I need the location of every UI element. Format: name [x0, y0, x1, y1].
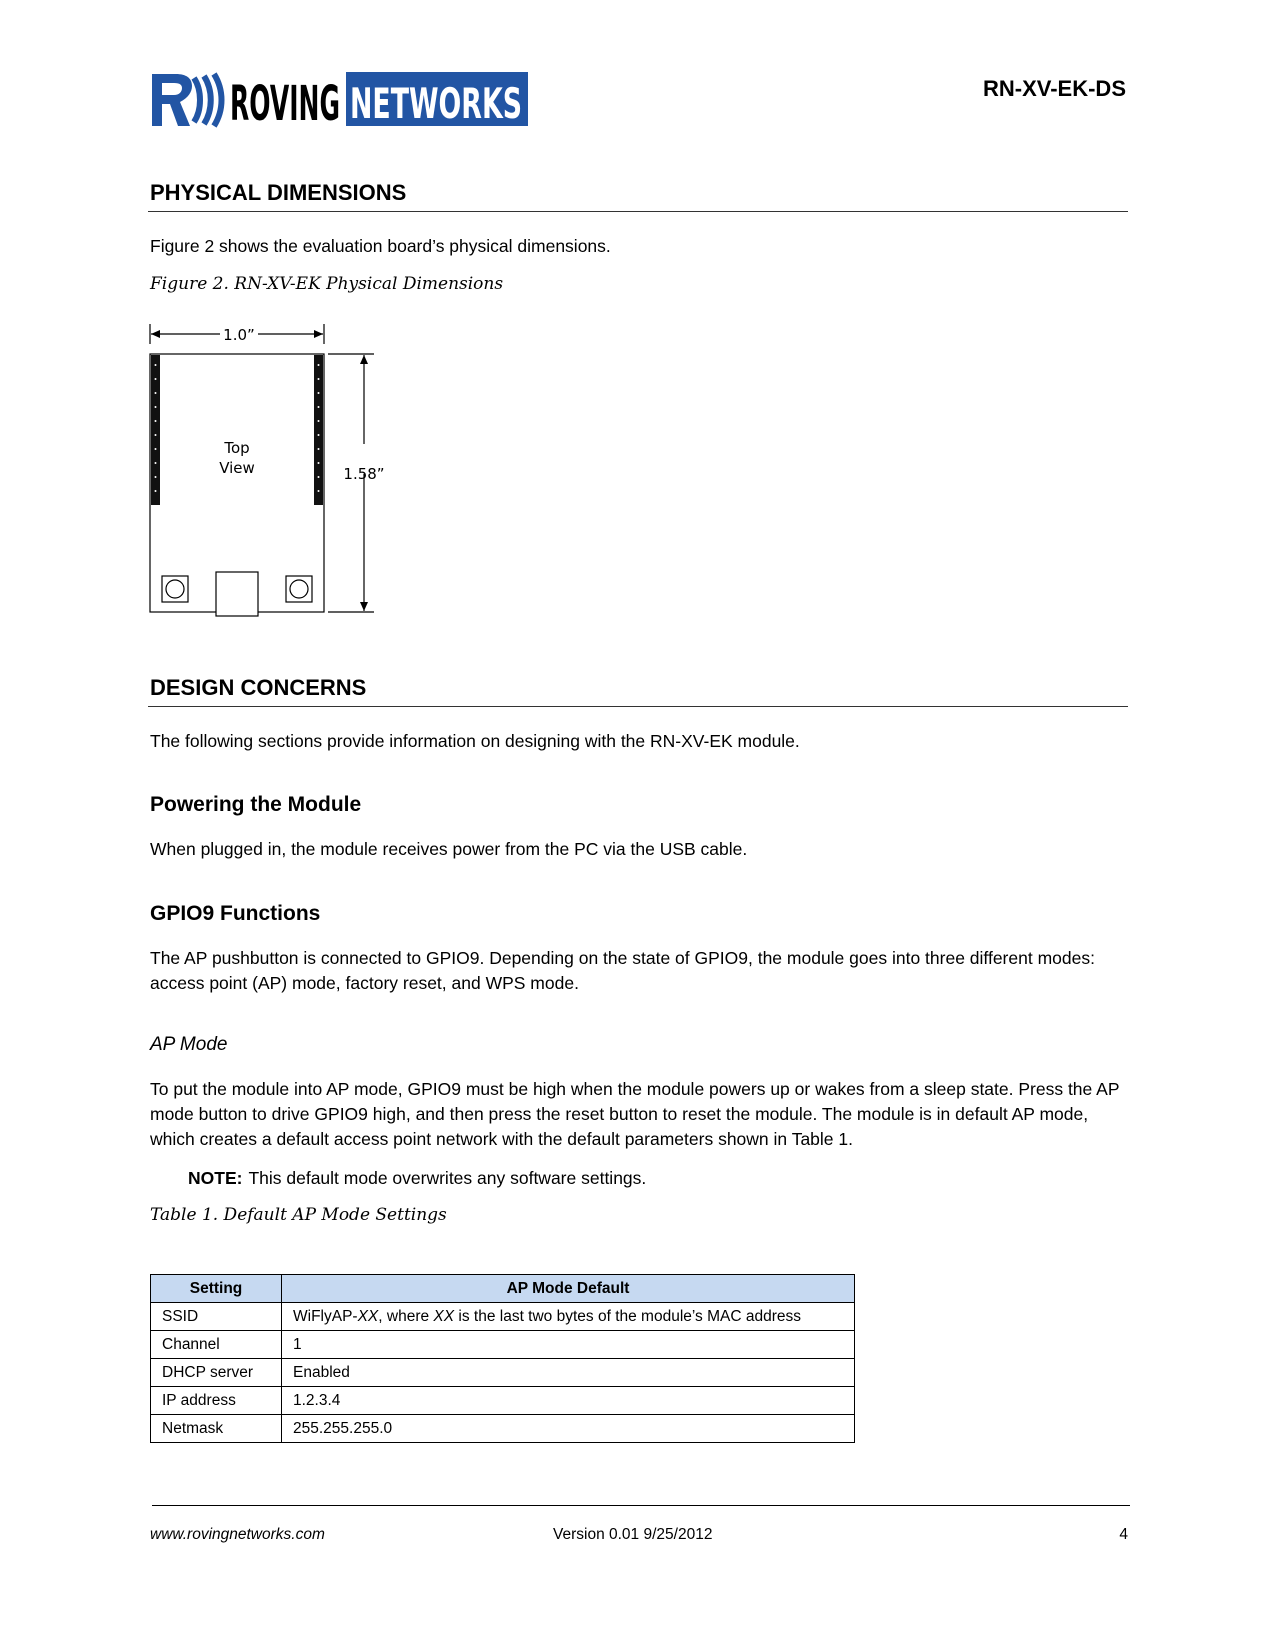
table-header-setting: Setting — [151, 1275, 282, 1303]
subheading-powering: Powering the Module — [150, 793, 362, 816]
logo-mark — [152, 74, 222, 126]
section-heading-design: DESIGN CONCERNS — [150, 675, 367, 700]
arrow-up-icon — [360, 355, 368, 364]
table-cell-value: 1 — [282, 1331, 855, 1359]
ap-mode-settings-table — [150, 1274, 855, 1443]
subheading-ap-mode: AP Mode — [150, 1034, 228, 1055]
right-pin-header — [314, 355, 323, 505]
table-row — [151, 1387, 855, 1415]
dimensions-figure — [140, 318, 390, 618]
table-cell-setting: SSID — [151, 1303, 282, 1331]
table-caption: Table 1. Default AP Mode Settings — [150, 1205, 447, 1225]
section-heading-physical: PHYSICAL DIMENSIONS — [150, 180, 407, 205]
table-cell-value: 255.255.255.0 — [282, 1415, 855, 1443]
logo-word-networks: NETWORKS — [350, 79, 522, 128]
table-cell-setting: IP address — [151, 1387, 282, 1415]
usb-connector — [216, 572, 258, 616]
table-row — [151, 1303, 855, 1331]
logo-word-roving: ROVING — [230, 76, 340, 130]
note-text: This default mode overwrites any software settings. — [248, 1168, 647, 1188]
table-cell-value: 1.2.3.4 — [282, 1387, 855, 1415]
footer-divider — [152, 1505, 1130, 1506]
note — [188, 1168, 646, 1189]
physical-intro: Figure 2 shows the evaluation board’s physical dimensions. — [150, 236, 611, 256]
top-view-label-line2: View — [219, 459, 255, 477]
table-cell-setting: Channel — [151, 1331, 282, 1359]
table-row — [151, 1331, 855, 1359]
table-row — [151, 1359, 855, 1387]
document-id: RN-XV-EK-DS — [982, 76, 1126, 101]
table-row — [151, 1415, 855, 1443]
figure-caption: Figure 2. RN-XV-EK Physical Dimensions — [150, 274, 504, 294]
section-divider — [148, 706, 1128, 707]
table-header-row — [151, 1275, 855, 1303]
subheading-gpio9: GPIO9 Functions — [150, 902, 321, 925]
arrow-right-icon — [314, 330, 323, 338]
arrow-left-icon — [151, 330, 160, 338]
left-pin-header — [151, 355, 160, 505]
top-view-label-line1: Top — [224, 439, 250, 457]
table-header-default: AP Mode Default — [282, 1275, 855, 1303]
powering-text: When plugged in, the module receives power from the PC via the USB cable. — [150, 839, 748, 859]
reset-button-circle-icon — [290, 580, 308, 598]
table-cell-value: WiFlyAP-XX, where XX is the last two bytes of the module’s MAC address — [282, 1303, 855, 1331]
table-cell-value: Enabled — [282, 1359, 855, 1387]
height-label: 1.58” — [343, 465, 385, 483]
page-number: 4 — [1119, 1526, 1128, 1543]
design-intro: The following sections provide information on designing with the RN-XV-EK module. — [150, 731, 800, 751]
arrow-down-icon — [360, 602, 368, 611]
section-divider — [148, 211, 1128, 212]
width-label: 1.0” — [223, 326, 255, 344]
table-cell-setting: Netmask — [151, 1415, 282, 1443]
roving-networks-logo — [150, 70, 530, 130]
note-label: NOTE: — [188, 1168, 243, 1188]
ap-button-circle-icon — [166, 580, 184, 598]
gpio9-text: The AP pushbutton is connected to GPIO9. Depending on the state of GPIO9, the module goes into three different modes: access point (AP) mode, factory reset, and WPS mode. — [150, 948, 1095, 993]
footer-version: Version 0.01 9/25/2012 — [553, 1526, 713, 1543]
ap-mode-text: To put the module into AP mode, GPIO9 must be high when the module powers up or wakes from a sleep state. Press the AP mode button to drive GPIO9 high, and then press the reset button to reset the module. The module is in default AP mode, which creates a default access point network with the default parameters shown in Table 1. — [150, 1079, 1120, 1149]
table-cell-setting: DHCP server — [151, 1359, 282, 1387]
footer-url: www.rovingnetworks.com — [150, 1526, 325, 1543]
